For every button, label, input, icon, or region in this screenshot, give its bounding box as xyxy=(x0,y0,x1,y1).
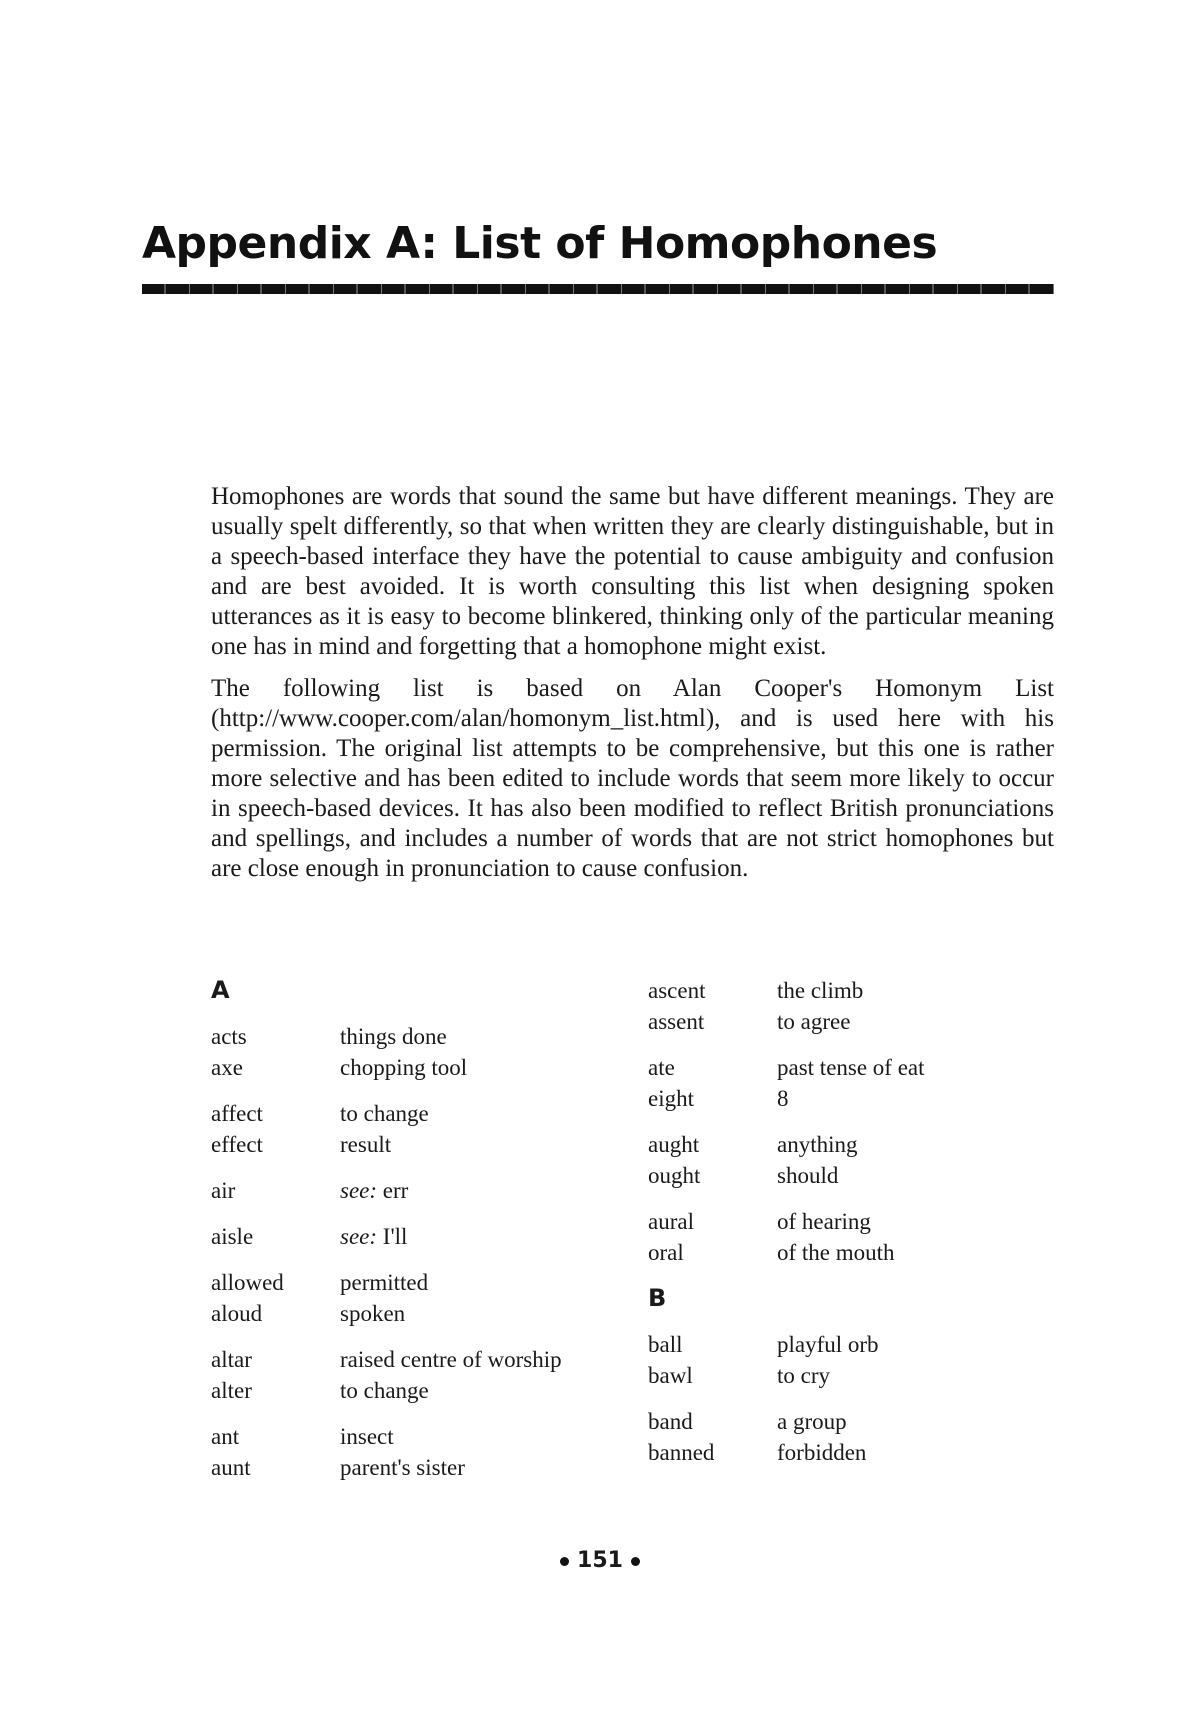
see-reference-label: see: xyxy=(340,1224,378,1249)
bullet-icon xyxy=(631,1557,640,1566)
homophone-entry xyxy=(211,1452,631,1483)
homophone-entry xyxy=(648,1360,1068,1391)
homophone-entry xyxy=(648,1006,1068,1037)
see-reference-label: see: xyxy=(340,1178,378,1203)
homophone-groups xyxy=(648,975,1068,1268)
headword: alter xyxy=(211,1378,252,1403)
definition: anything xyxy=(777,1132,858,1157)
definition: playful orb xyxy=(777,1332,879,1357)
homophone-group xyxy=(211,1267,631,1329)
intro-paragraph: The following list is based on Alan Cooper's Homonym List (http://www.cooper.com/alan/homonym_list.html), and is used here with his permission. The original list attempts to be comprehensive, but this one is rather more selective and has been edited to include words that seem more likely to occur in speech-based devices. It has also been modified to reflect British pronunciations and spellings, and includes a number of words that are not strict homophones but are close enough in pronunciation to cause confusion. xyxy=(211,675,1054,882)
page-title: Appendix A: List of Homophones xyxy=(142,218,938,269)
definition xyxy=(340,1221,407,1252)
homophone-group xyxy=(211,1021,631,1083)
definition: of the mouth xyxy=(777,1240,895,1265)
section-letter-b: B xyxy=(648,1284,667,1312)
intro-paragraph: Homophones are words that sound the same but have different meanings. They are usually spelt differently, so that when written they are clearly distinguishable, but in a speech-based interface they have the potential to cause ambiguity and confusion and are best avoided. It is worth consulting this list when designing spoken utterances as it is easy to become blinkered, thinking only of the particular meaning one has in mind and forgetting that a homophone might exist. xyxy=(211,483,1054,660)
headword: ate xyxy=(648,1055,675,1080)
headword: ought xyxy=(648,1163,701,1188)
homophone-group xyxy=(648,1206,1068,1268)
homophone-entry xyxy=(211,1421,631,1452)
homophone-groups xyxy=(648,1329,1068,1468)
see-reference-target: err xyxy=(377,1178,409,1203)
homophone-entry xyxy=(211,1052,631,1083)
definition: to cry xyxy=(777,1363,831,1388)
headword: ball xyxy=(648,1332,683,1357)
headword: bawl xyxy=(648,1363,693,1388)
title-rule xyxy=(142,284,1054,294)
page-number-text: 151 xyxy=(577,1548,623,1573)
homophone-entry xyxy=(648,1160,1068,1191)
headword: affect xyxy=(211,1101,263,1126)
left-column xyxy=(211,975,631,1498)
definition: result xyxy=(340,1132,392,1157)
headword: ascent xyxy=(648,978,706,1003)
homophone-entry xyxy=(211,1267,631,1298)
homophone-group xyxy=(211,1175,631,1206)
homophone-entry xyxy=(648,1129,1068,1160)
page-number xyxy=(0,1548,1200,1573)
homophone-group xyxy=(211,1098,631,1160)
homophone-group xyxy=(211,1221,631,1252)
definition: to agree xyxy=(777,1009,851,1034)
definition: forbidden xyxy=(777,1440,867,1465)
intro-text xyxy=(211,482,1054,896)
homophone-entry xyxy=(648,1206,1068,1237)
homophone-entry xyxy=(648,1437,1068,1468)
homophone-group xyxy=(648,1129,1068,1191)
headword: axe xyxy=(211,1055,243,1080)
homophone-group xyxy=(211,1421,631,1483)
headword: oral xyxy=(648,1240,684,1265)
definition: of hearing xyxy=(777,1209,871,1234)
homophone-group xyxy=(648,975,1068,1037)
homophone-entry xyxy=(211,1129,631,1160)
homophone-entry xyxy=(211,1021,631,1052)
homophone-entry xyxy=(211,1298,631,1329)
definition: raised centre of worship xyxy=(340,1347,562,1372)
definition: a group xyxy=(777,1409,847,1434)
homophone-entry xyxy=(648,1237,1068,1268)
definition: chopping tool xyxy=(340,1055,468,1080)
definition: things done xyxy=(340,1024,447,1049)
headword: aloud xyxy=(211,1301,263,1326)
right-column xyxy=(648,975,1068,1483)
definition: to change xyxy=(340,1378,429,1403)
headword: eight xyxy=(648,1086,694,1111)
definition xyxy=(340,1175,408,1206)
definition: spoken xyxy=(340,1301,406,1326)
headword: aught xyxy=(648,1132,700,1157)
bullet-icon xyxy=(560,1557,569,1566)
definition: past tense of eat xyxy=(777,1055,925,1080)
see-reference-target: I'll xyxy=(377,1224,408,1249)
homophone-entry xyxy=(211,1375,631,1406)
definition: to change xyxy=(340,1101,429,1126)
definition: 8 xyxy=(777,1086,789,1111)
homophone-entry xyxy=(648,1083,1068,1114)
homophone-entry xyxy=(648,1329,1068,1360)
headword: banned xyxy=(648,1440,715,1465)
headword: aural xyxy=(648,1209,694,1234)
headword: allowed xyxy=(211,1270,284,1295)
homophone-group xyxy=(648,1329,1068,1391)
headword: ant xyxy=(211,1424,240,1449)
headword: acts xyxy=(211,1024,247,1049)
section-letter-a: A xyxy=(211,976,230,1004)
definition: parent's sister xyxy=(340,1455,465,1480)
definition: the climb xyxy=(777,978,864,1003)
definition: should xyxy=(777,1163,839,1188)
homophone-group xyxy=(648,1052,1068,1114)
headword: aunt xyxy=(211,1455,251,1480)
headword: aisle xyxy=(211,1224,254,1249)
headword: band xyxy=(648,1409,693,1434)
headword: altar xyxy=(211,1347,252,1372)
homophone-entry xyxy=(648,975,1068,1006)
homophone-entry xyxy=(648,1406,1068,1437)
headword: air xyxy=(211,1178,236,1203)
headword: effect xyxy=(211,1132,263,1157)
homophone-entry xyxy=(211,1175,631,1206)
homophone-groups xyxy=(211,1021,631,1483)
homophone-entry xyxy=(648,1052,1068,1083)
definition: insect xyxy=(340,1424,394,1449)
headword: assent xyxy=(648,1009,705,1034)
homophone-entry xyxy=(211,1098,631,1129)
definition: permitted xyxy=(340,1270,429,1295)
homophone-entry xyxy=(211,1344,631,1375)
homophone-group xyxy=(648,1406,1068,1468)
homophone-group xyxy=(211,1344,631,1406)
homophone-entry xyxy=(211,1221,631,1252)
